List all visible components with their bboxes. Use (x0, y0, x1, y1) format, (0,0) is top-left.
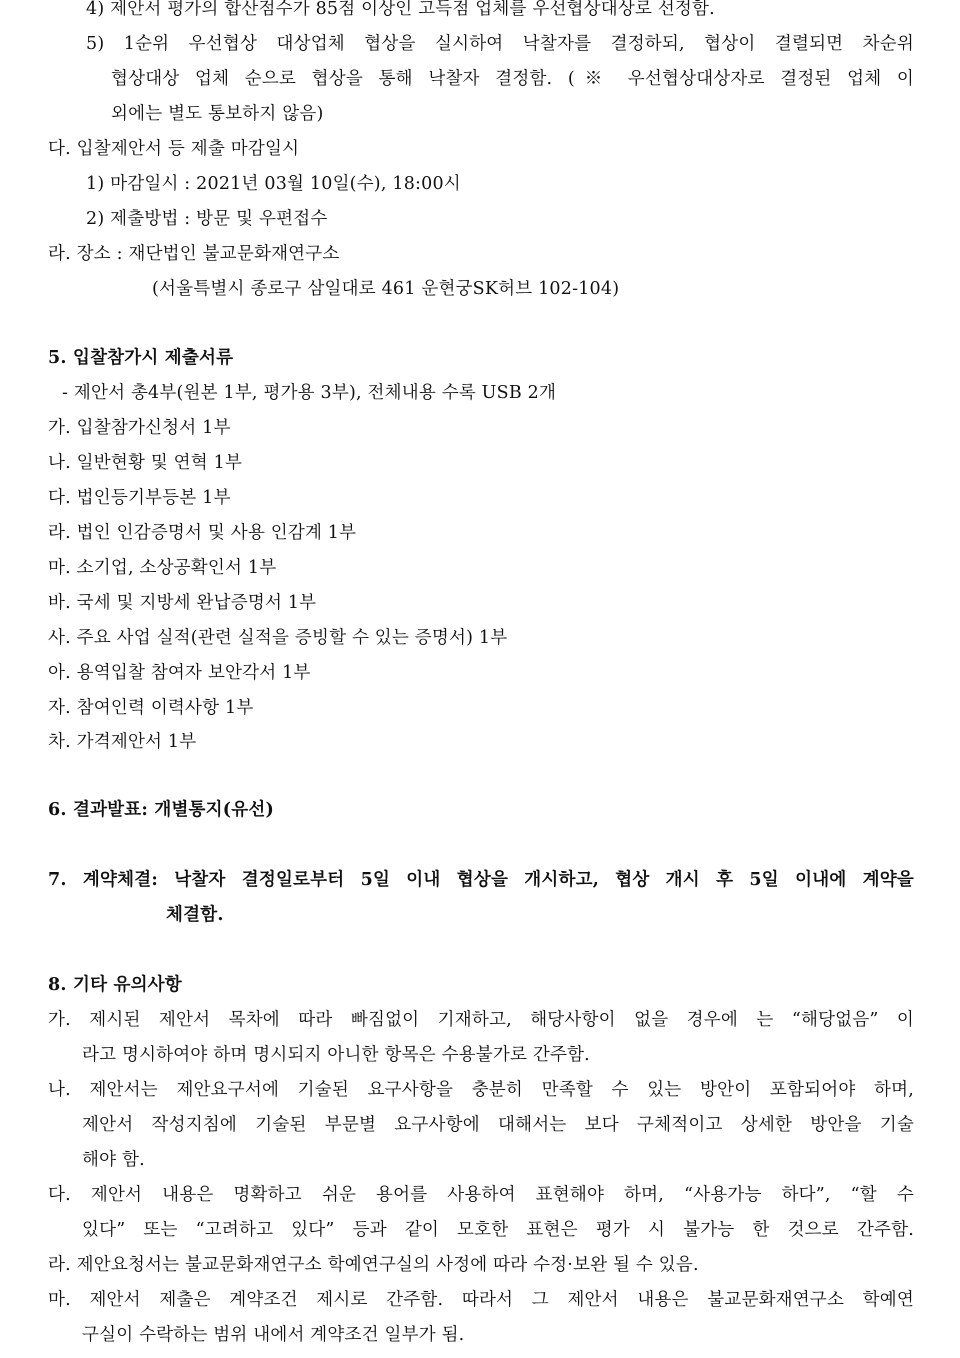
text-line: 1) 마감일시 : 2021년 03월 10일(수), 18:00시 (86, 174, 461, 194)
list-item: 사. 주요 사업 실적(관련 실적을 증빙할 수 있는 증명서) 1부 (48, 628, 508, 648)
text-line: 5) 1순위 우선협상 대상업체 협상을 실시하여 낙찰자를 결정하되, 협상이 결렬되면 차순위 (86, 34, 914, 54)
section-heading: 라. 장소 : 재단법인 불교문화재연구소 (48, 244, 340, 264)
text-line: 제안서 작성지침에 기술된 부문별 요구사항에 대해서는 보다 구체적이고 상세한 방안을 기술 (82, 1115, 914, 1135)
list-item: 마. 제안서 제출은 계약조건 제시로 간주함. 따라서 그 제안서 내용은 불교문화재연구소 학예연 (48, 1290, 914, 1310)
text-line: 외에는 별도 통보하지 않음) (111, 104, 324, 124)
list-item: 다. 법인등기부등본 1부 (48, 488, 231, 508)
text-line: 협상대상 업체 순으로 협상을 통해 낙찰자 결정함. (※ 우선협상대상자로 결정된 업체 이 (111, 69, 914, 89)
text-line: 구실이 수락하는 범위 내에서 계약조건 일부가 됨. (82, 1325, 465, 1345)
text-line: 해야 함. (82, 1150, 145, 1170)
text-line: 4) 제안서 평가의 합산점수가 85점 이상인 고득점 업체를 우선협상대상로 선정함. (86, 0, 715, 19)
section-heading: 다. 입찰제안서 등 제출 마감일시 (48, 139, 300, 159)
text-line: 2) 제출방법 : 방문 및 우편접수 (86, 209, 328, 229)
list-item: 라. 제안요청서는 불교문화재연구소 학예연구실의 사정에 따라 수정·보완 될 수 있음. (48, 1255, 699, 1275)
list-item: 마. 소기업, 소상공확인서 1부 (48, 558, 277, 578)
list-item: 가. 입찰참가신청서 1부 (48, 418, 231, 438)
section-title: 6. 결과발표: 개별통지(유선) (48, 800, 274, 820)
list-item: 가. 제시된 제안서 목차에 따라 빠짐없이 기재하고, 해당사항이 없을 경우에 는 “해당없음” 이 (48, 1010, 914, 1030)
list-item: 나. 제안서는 제안요구서에 기술된 요구사항을 충분히 만족할 수 있는 방안이 포함되어야 하며, (48, 1080, 914, 1100)
text-line: 체결함. (166, 905, 224, 925)
list-item: 나. 일반현황 및 연혁 1부 (48, 453, 243, 473)
list-item: 바. 국세 및 지방세 완납증명서 1부 (48, 593, 317, 613)
section-title: 8. 기타 유의사항 (48, 975, 182, 995)
list-item: 다. 제안서 내용은 명확하고 쉬운 용어를 사용하여 표현해야 하며, “사용가능 하다”, “할 수 (48, 1185, 914, 1205)
section-title: 7. 계약체결: 낙찰자 결정일로부터 5일 이내 협상을 개시하고, 협상 개시 후 5일 이내에 계약을 (48, 870, 914, 890)
text-line: (서울특별시 종로구 삼일대로 461 운현궁SK허브 102-104) (152, 279, 620, 299)
section-title: 5. 입찰참가시 제출서류 (48, 348, 234, 368)
list-item: 라. 법인 인감증명서 및 사용 인감계 1부 (48, 523, 357, 543)
list-item: 아. 용역입찰 참여자 보안각서 1부 (48, 663, 311, 683)
text-line: 있다” 또는 “고려하고 있다” 등과 같이 모호한 표현은 평가 시 불가능 한 것으로 간주함. (82, 1220, 914, 1240)
list-item: 자. 참여인력 이력사항 1부 (48, 698, 254, 718)
text-line: 라고 명시하여야 하며 명시되지 아니한 항목은 수용불가로 간주함. (82, 1045, 590, 1065)
text-line: - 제안서 총4부(원본 1부, 평가용 3부), 전체내용 수록 USB 2개 (62, 383, 557, 403)
list-item: 차. 가격제안서 1부 (48, 732, 197, 752)
